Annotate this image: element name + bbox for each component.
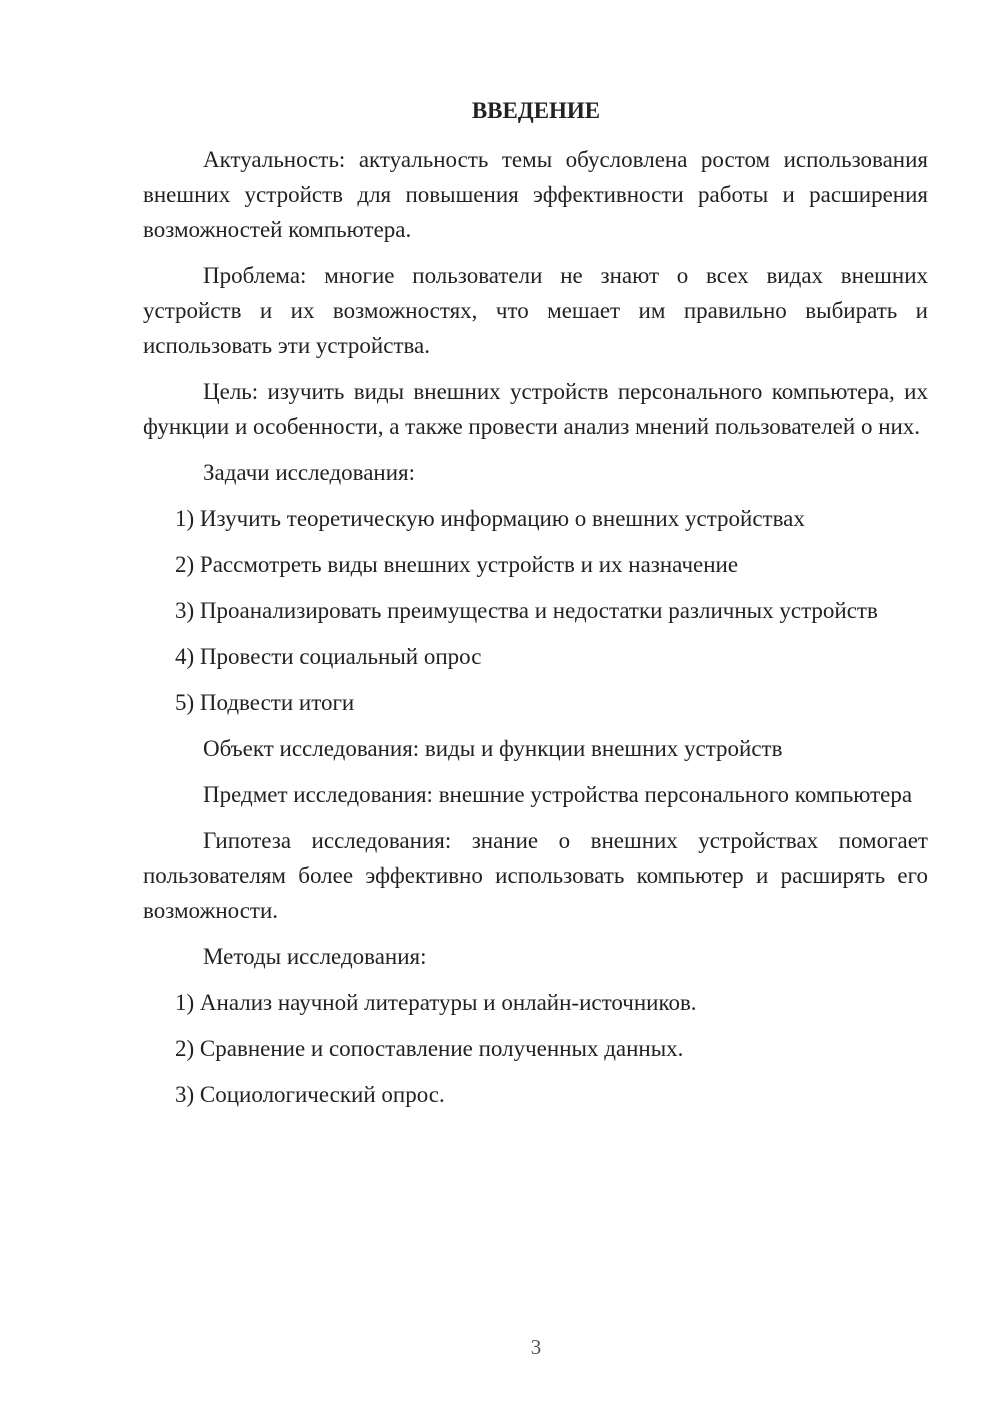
task-item: 4) Провести социальный опрос [175,644,482,669]
method-item: 1) Анализ научной литературы и онлайн-источников. [175,990,697,1015]
object-paragraph: Объект исследования: виды и функции внешних устройств [203,736,783,761]
task-item: 5) Подвести итоги [175,690,355,715]
methods-heading: Методы исследования: [203,944,427,969]
tasks-heading: Задачи исследования: [203,460,416,485]
hypothesis-paragraph: Гипотеза исследования: знание о внешних устройствах помогает пользователям более эффективно использовать компьютер и расширять его возможности. [143,828,928,923]
page-number: 3 [530,1335,542,1359]
problem-paragraph: Проблема: многие пользователи не знают о всех видах внешних устройств и их возможностях, что мешает им правильно выбирать и использовать эти устройства. [143,263,928,358]
relevance-paragraph: Актуальность: актуальность темы обусловлена ростом использования внешних устройств для повышения эффективности работы и расширения возможностей компьютера. [143,147,928,242]
method-item: 2) Сравнение и сопоставление полученных данных. [175,1036,684,1061]
method-item: 3) Социологический опрос. [175,1082,445,1107]
task-item: 1) Изучить теоретическую информацию о внешних устройствах [175,506,805,531]
task-item: 2) Рассмотреть виды внешних устройств и их назначение [175,552,739,577]
document-body [143,142,928,1123]
task-item: 3) Проанализировать преимущества и недостатки различных устройств [175,598,878,623]
goal-paragraph: Цель: изучить виды внешних устройств персонального компьютера, их функции и особенности, а также провести анализ мнений пользователей о них. [143,379,928,439]
page-title: ВВЕДЕНИЕ [471,98,601,123]
subject-paragraph: Предмет исследования: внешние устройства персонального компьютера [203,782,913,807]
